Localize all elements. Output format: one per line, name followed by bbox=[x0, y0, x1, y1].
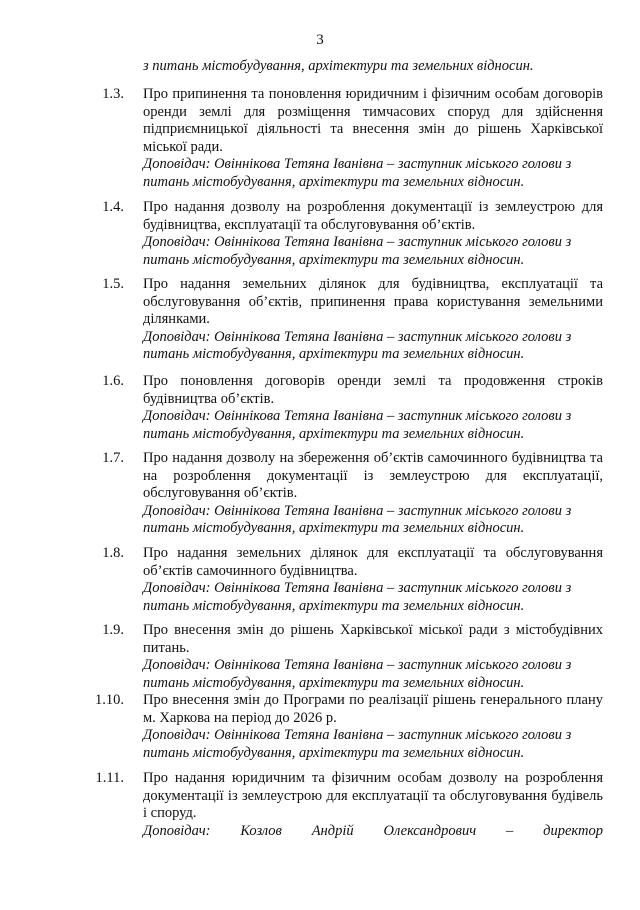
item-number: 1.9. bbox=[102, 622, 124, 638]
item-reporter bbox=[143, 727, 603, 762]
reporter-label: Доповідач: bbox=[143, 408, 211, 424]
reporter-label: Доповідач: bbox=[143, 234, 211, 250]
item-reporter bbox=[143, 657, 603, 692]
item-title: Про надання земельних ділянок для будівництва, експлуатації та обслуговування об’єктів, припинення права користування земельними ділянками. bbox=[143, 276, 603, 327]
reporter-text: Овіннікова Тетяна Іванівна – заступник міського голови з питань містобудування, архітектури та земельних відносин. bbox=[143, 727, 572, 761]
item-title: Про поновлення договорів оренди землі та продовження строків будівництва об’єктів. bbox=[143, 373, 603, 407]
reporter-word: Олександрович bbox=[383, 822, 477, 839]
item-reporter bbox=[143, 580, 603, 615]
item-title: Про внесення змін до рішень Харківської міської ради з містобудівних питань. bbox=[143, 622, 603, 656]
page-number: 3 bbox=[316, 32, 324, 48]
reporter-label: Доповідач: bbox=[143, 502, 211, 519]
reporter-text: Овіннікова Тетяна Іванівна – заступник міського голови з питань містобудування, архітектури та земельних відносин. bbox=[143, 580, 572, 614]
reporter-label: Доповідач: bbox=[143, 727, 211, 743]
item-title: Про внесення змін до Програми по реалізації рішень генерального плану м. Харкова на період до 2026 р. bbox=[143, 692, 603, 726]
reporter-text: Овіннікова Тетяна Іванівна – заступник міського голови з питань містобудування, архітектури та земельних відносин. bbox=[143, 657, 572, 691]
reporter-label: Доповідач: bbox=[143, 657, 211, 673]
item-reporter bbox=[143, 234, 603, 269]
reporter-text: Овіннікова Тетяна Іванівна – заступник міського голови з питань містобудування, архітектури та земельних відносин. bbox=[143, 502, 572, 536]
item-reporter bbox=[143, 503, 603, 538]
item-number: 1.3. bbox=[102, 86, 124, 102]
item-title: Про надання дозволу на збереження об’єктів самочинного будівництва та на розроблення документації із землеустрою для експлуатації, обслуговування об’єктів. bbox=[143, 450, 603, 501]
item-number: 1.7. bbox=[102, 450, 124, 466]
continuation-line: з питань містобудування, архітектури та земельних відносин. bbox=[143, 58, 534, 74]
reporter-label: Доповідач: bbox=[143, 822, 211, 839]
item-reporter bbox=[143, 823, 603, 841]
reporter-text: Овіннікова Тетяна Іванівна – заступник міського голови з питань містобудування, архітектури та земельних відносин. bbox=[143, 234, 572, 268]
reporter-label: Доповідач: bbox=[143, 328, 211, 345]
item-reporter bbox=[143, 408, 603, 443]
item-number: 1.4. bbox=[102, 199, 124, 215]
item-number: 1.6. bbox=[102, 373, 124, 389]
reporter-word: директор bbox=[543, 822, 603, 839]
item-title: Про надання юридичним та фізичним особам дозволу на розроблення документації із землеустрою для експлуатації та обслуговування будівель і споруд. bbox=[143, 770, 603, 821]
reporter-word: Андрій bbox=[311, 822, 354, 839]
reporter-text: Овіннікова Тетяна Іванівна – заступник міського голови з питань містобудування, архітектури та земельних відносин. bbox=[143, 156, 572, 190]
item-reporter bbox=[143, 329, 603, 364]
reporter-text: Овіннікова Тетяна Іванівна – заступник міського голови з питань містобудування, архітектури та земельних відносин. bbox=[143, 328, 572, 362]
reporter-text: Овіннікова Тетяна Іванівна – заступник міського голови з питань містобудування, архітектури та земельних відносин. bbox=[143, 408, 572, 442]
reporter-word: – bbox=[505, 822, 514, 839]
reporter-word: Козлов bbox=[240, 822, 282, 839]
reporter-label: Доповідач: bbox=[143, 156, 211, 172]
item-number: 1.11. bbox=[95, 770, 124, 786]
item-title: Про надання земельних ділянок для експлуатації та обслуговування об’єктів самочинного будівництва. bbox=[143, 545, 603, 579]
item-title: Про надання дозволу на розроблення документації із землеустрою для будівництва, експлуатації та обслуговування об’єктів. bbox=[143, 199, 603, 233]
item-number: 1.5. bbox=[102, 276, 124, 292]
item-number: 1.10. bbox=[95, 692, 124, 708]
item-reporter bbox=[143, 156, 603, 191]
item-number: 1.8. bbox=[102, 545, 124, 561]
item-title: Про припинення та поновлення юридичним і фізичним особам договорів оренди землі для розміщення тимчасових споруд для здійснення підприємницької діяльності та внесення змін до рішень Харківської міської ради. bbox=[143, 86, 603, 155]
reporter-label: Доповідач: bbox=[143, 580, 211, 596]
